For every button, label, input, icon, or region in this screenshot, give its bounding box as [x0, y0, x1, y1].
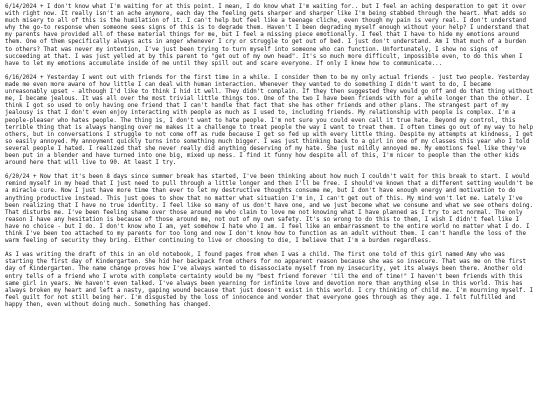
journal-entry-0620: 6/20/24 + Now that it's been 8 days since summer break has started, I've been thinking about how much I couldn't wait for this break to start. I would remind myself in my head that I just need to pull through a little longer and then I'll be free. I should've known that a different setting wouldn't be a miracle cure. Now I just have more time than ever to let my destructive thoughts consume me, but I don't have enough energy and motivation to do anything productive instead. This just goes to show that no matter what situation I'm in, I can't get out of this. My mind won't let me. Lately I've been realizing that I have no true identity. I feel like so many of us don't have one, and we just become what we consume and what we see others doing. That disturbs me. I've been feeling shame over those around me who claim to love me not knowing what I have planned as I try to act normal. The only reason I have any hesitation is because of those around me, not out of my own safety. It's so wrong to do this to them, I wish I didn't feel like I have no choice - but I do. I don't know who I am, yet somehow I hate who I am. I feel like an embarrassment to the entire world no matter what I do. I think I've been too attached to my parents for too long and now I don't know how to function as an adult without them. I can't handle the loss of the warm feeling of security they bring. Either continuing to live or choosing to die, I believe that I'm a burden regardless.: [5, 174, 533, 245]
journal-entry-0614: 6/14/2024 + I don't know what I'm waiting for at this point. I mean, I do know what I'm waiting for.. but I feel an aching desperation to get it over with right now. It really isn't an ache anymore, each day the feeling gets sharper and sharper like I'm being stabbed through the heart. What adds so much misery to all of this is the humilation of it. I can't help but feel like a teenage cliche, even though my pain is very real. I don't understand why the go-to response when someone sees signs of this is to degrade them. Haven't I been degrading myself enough without your help? I understand that my parents have provided all of these material things for me, but I feel a missing piece emotionally. I feel that I have to hide my emotions around them. One of them specifically always acts in anger whenever I cry or struggle to get out of bed. I just don't understand. Am I that much of a burden to others? That was never my intention, I've just been trying to turn myself into someone who can function. Unfortunately, I show no signs of succeeding at that. I was just yelled at by this parent to "get out of my own head". It's so much more difficult, impossible even, to do this when I have to let my emotions accumulate inside of me until they spill out and scare everyone. If only I knew how to communicate...: [5, 4, 530, 67]
journal-entry-notebook: As I was writing the draft of this in an old notebook, I found pages from when I was a child. The first one told of this girl named Amy who was starting the first day of Kindergarten. She hid her backpack from others for no apparent reason because she was so insecure. That was me on the first day of Kindergarten. The name change proves how I've always wanted to disassociate myself from my insecurity, yet its always been there. Another old entry tells of a friend who I wrote with complete certainty would be my "best friend forever 'til the end of time!" I haven't been friends with this same girl in years. We haven't even talked. I've always been yearning for infinite love and devotion more than anything else in this world. This has always broken my heart and left a nasty, gaping wound because that just doesn't exist in this world. I cry thinking of child me. I'm mourning myself. I feel guilt for not still being her. I'm disgusted by the loss of innocence and wonder that everyone goes through as they age. I felt fulfilled and happy then, even without doing much. Something has changed.: [5, 252, 533, 308]
journal-entry-0616: 6/16/2024 + Yesterday I went out with friends for the first time in a while. I consider them to be my only actual friends - just two people. Yesterday made me even more aware of how little I can deal with human interaction. Whenever they wanted to do something I didn't want to do, I became unreasonably upset - although I'd like to think I hid it well. They didn't complain. If they then suggested they would go off and do that thing without me, I became jealous. It was all over the most trivial little things too. One of the two I have been friends with for a while longer than the other. I think I got so used to only having one friend that I can't handle that fact that she has other friends and other plans. The strangest part of my jealousy is that I don't even enjoy interacting with people as much as I used to, including friends. My relationship with people is complex. I'm a people-pleaser who hates people. The thing is, I don't want to hate people. I'm not sure you could even call it true hate. Beyond my control, this terrible thing that is always hanging over me makes it a challenge to treat people the way I want to treat them. I often times go out of my way to help others, but in conversations I struggle to not come off as rude because I get so fed up with every little thing. Despite my attempts at kindness, I get so easily annoyed. My annoyment quickly turns into something much bigger. I was just thinking back to a girl in one of my classes this year who I told several people I hated. I realized that she never really did anything deserving of my hate. She just mildly annoyed me. My emotions feel like they've been put in a blender and have turned into one big, mixed up mess. I find it funny how despite all of this, I'm nicer to people than the other kids around here that will live to 90. At least I try.: [5, 74, 533, 167]
